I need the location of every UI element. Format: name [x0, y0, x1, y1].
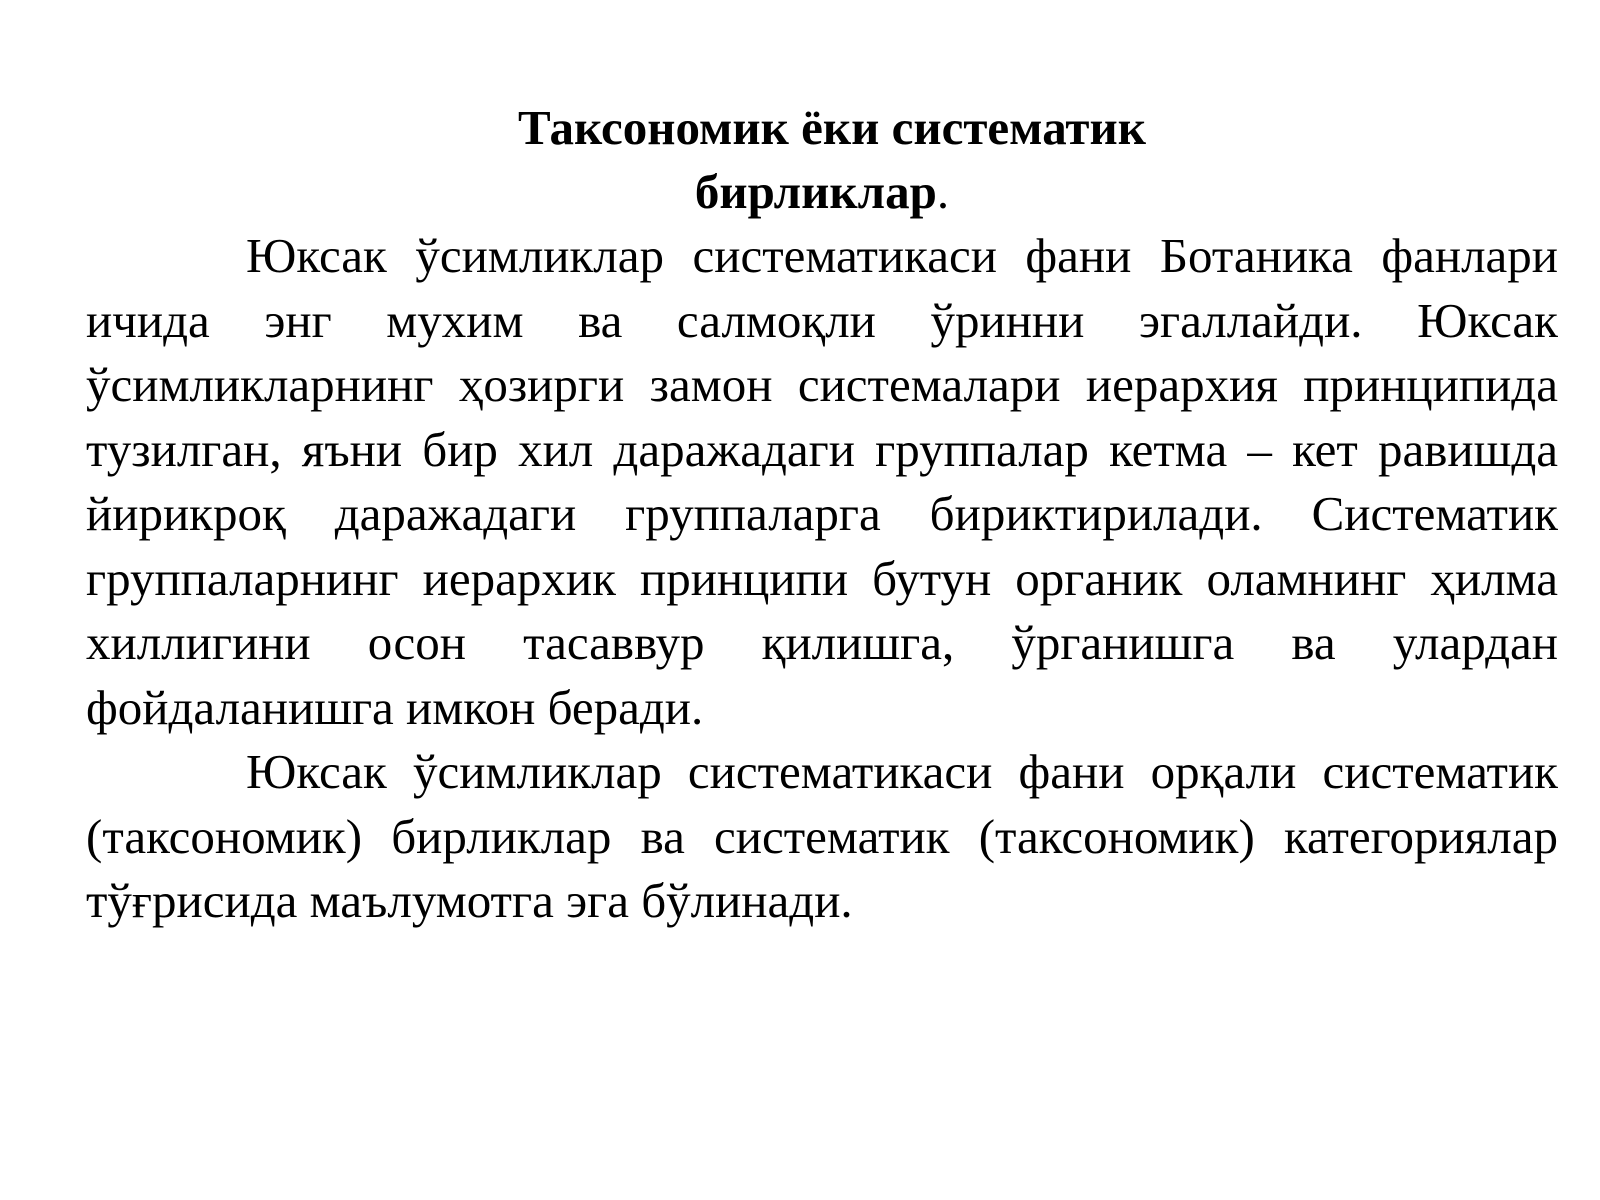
title-line-1: Таксономик ёки систематик	[518, 100, 1146, 155]
title-line-2	[86, 160, 1558, 224]
document-body	[86, 224, 1558, 934]
paragraph-1: Юксак ўсимликлар систематикаси фани Ботаника фанлари ичида энг мухим ва салмоқли ўринни эгаллайди. Юксак ўсимликларнинг ҳозирги замон системалари иерархия принципида тузилган, яъни бир хил даражадаги группалар кетма – кет равишда йирикроқ даражадаги группаларга бириктирилади. Систематик группаларнинг иерархик принципи бутун органик оламнинг ҳилма хиллигини осон тасаввур қилишга, ўрганишга ва улардан фойдаланишга имкон беради.	[86, 228, 1558, 735]
document-title	[86, 96, 1558, 224]
title-period: .	[936, 164, 950, 219]
title-line-2-text: бирликлар	[694, 164, 937, 219]
paragraph-2: Юксак ўсимликлар систематикаси фани орқали систематик (таксономик) бирликлар ва систематик (таксономик) категориялар тўғрисида маълумотга эга бўлинади.	[86, 744, 1558, 928]
